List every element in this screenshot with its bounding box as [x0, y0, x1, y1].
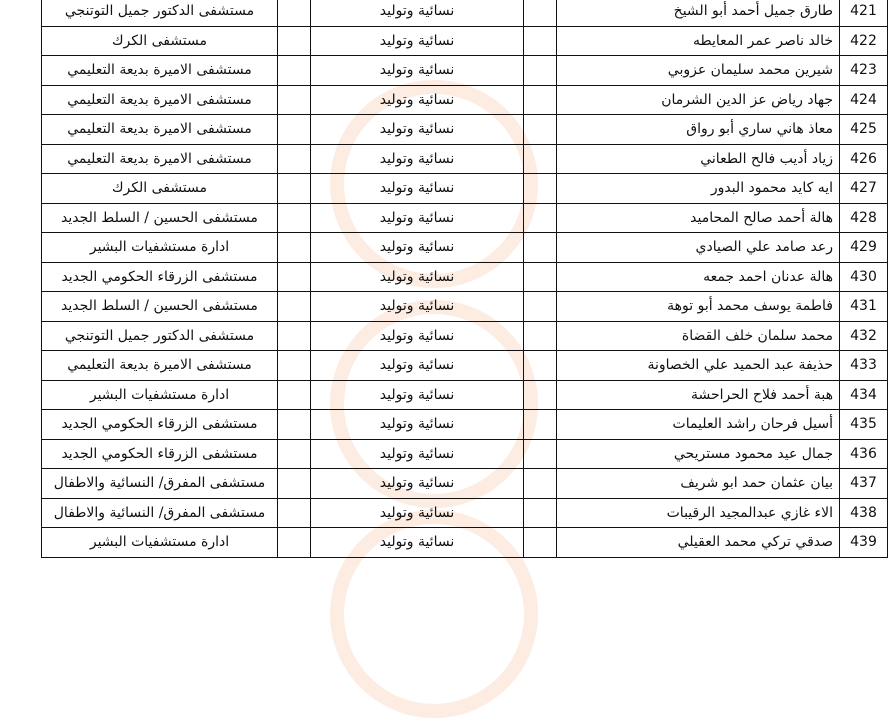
doctor-name: حذيفة عبد الحميد علي الخصاونة — [557, 351, 840, 381]
column-gap — [278, 498, 311, 528]
row-number: 427 — [840, 174, 888, 204]
column-gap — [524, 292, 557, 322]
column-gap — [524, 410, 557, 440]
column-gap — [524, 528, 557, 558]
column-gap — [524, 498, 557, 528]
table-row — [42, 56, 888, 86]
row-number: 434 — [840, 380, 888, 410]
doctor-name: الاء غازي عبدالمجيد الرقيبات — [557, 498, 840, 528]
column-gap — [278, 85, 311, 115]
specialty: نسائية وتوليد — [311, 380, 524, 410]
doctor-name: طارق جميل أحمد أبو الشيخ — [557, 0, 840, 26]
doctor-name: زياد أديب فالح الطعاني — [557, 144, 840, 174]
column-gap — [278, 233, 311, 263]
table-row — [42, 528, 888, 558]
table-row — [42, 262, 888, 292]
doctor-name: هبة أحمد فلاح الحراحشة — [557, 380, 840, 410]
column-gap — [524, 85, 557, 115]
table-row — [42, 115, 888, 145]
doctor-name: فاطمة يوسف محمد أبو توهة — [557, 292, 840, 322]
hospital: مستشفى الكرك — [42, 26, 278, 56]
doctor-name: صدقي تركي محمد العقيلي — [557, 528, 840, 558]
row-number: 435 — [840, 410, 888, 440]
doctor-name: معاذ هاني ساري أبو رواق — [557, 115, 840, 145]
row-number: 432 — [840, 321, 888, 351]
row-number: 422 — [840, 26, 888, 56]
doctor-name: هالة أحمد صالح المحاميد — [557, 203, 840, 233]
doctor-name: بيان عثمان حمد ابو شريف — [557, 469, 840, 499]
table-row — [42, 174, 888, 204]
column-gap — [524, 321, 557, 351]
table-row — [42, 0, 888, 26]
specialty: نسائية وتوليد — [311, 321, 524, 351]
specialty: نسائية وتوليد — [311, 439, 524, 469]
doctor-name: رعد صامد علي الصيادي — [557, 233, 840, 263]
hospital: ادارة مستشفيات البشير — [42, 380, 278, 410]
hospital: مستشفى الزرقاء الحكومي الجديد — [42, 439, 278, 469]
column-gap — [524, 233, 557, 263]
column-gap — [278, 469, 311, 499]
table-row — [42, 26, 888, 56]
doctor-name: خالد ناصر عمر المعايطه — [557, 26, 840, 56]
doctor-name: شيرين محمد سليمان عزوبي — [557, 56, 840, 86]
column-gap — [278, 115, 311, 145]
doctor-name: ايه كايد محمود البدور — [557, 174, 840, 204]
row-number: 424 — [840, 85, 888, 115]
specialty: نسائية وتوليد — [311, 262, 524, 292]
specialty: نسائية وتوليد — [311, 26, 524, 56]
doctor-name: جمال عيد محمود مستريحي — [557, 439, 840, 469]
row-number: 430 — [840, 262, 888, 292]
hospital: مستشفى الزرقاء الحكومي الجديد — [42, 262, 278, 292]
column-gap — [278, 0, 311, 26]
table-row — [42, 469, 888, 499]
column-gap — [524, 203, 557, 233]
column-gap — [524, 144, 557, 174]
table-row — [42, 233, 888, 263]
hospital: مستشفى الاميرة بديعة التعليمي — [42, 351, 278, 381]
specialty: نسائية وتوليد — [311, 115, 524, 145]
table-row — [42, 321, 888, 351]
table-row — [42, 144, 888, 174]
column-gap — [278, 410, 311, 440]
roster-table — [41, 0, 888, 558]
column-gap — [278, 203, 311, 233]
row-number: 436 — [840, 439, 888, 469]
specialty: نسائية وتوليد — [311, 498, 524, 528]
column-gap — [278, 174, 311, 204]
table-row — [42, 203, 888, 233]
hospital: مستشفى الزرقاء الحكومي الجديد — [42, 410, 278, 440]
column-gap — [278, 56, 311, 86]
row-number: 429 — [840, 233, 888, 263]
row-number: 437 — [840, 469, 888, 499]
table-row — [42, 351, 888, 381]
column-gap — [278, 528, 311, 558]
specialty: نسائية وتوليد — [311, 85, 524, 115]
doctor-name: هالة عدنان احمد جمعه — [557, 262, 840, 292]
doctor-name: أسيل فرحان راشد العليمات — [557, 410, 840, 440]
row-number: 426 — [840, 144, 888, 174]
table-row — [42, 292, 888, 322]
column-gap — [278, 380, 311, 410]
row-number: 428 — [840, 203, 888, 233]
hospital: مستشفى الاميرة بديعة التعليمي — [42, 144, 278, 174]
specialty: نسائية وتوليد — [311, 410, 524, 440]
column-gap — [278, 26, 311, 56]
specialty: نسائية وتوليد — [311, 469, 524, 499]
hospital: ادارة مستشفيات البشير — [42, 528, 278, 558]
doctor-name: جهاد رياض عز الدين الشرمان — [557, 85, 840, 115]
row-number: 439 — [840, 528, 888, 558]
specialty: نسائية وتوليد — [311, 233, 524, 263]
hospital: مستشفى الاميرة بديعة التعليمي — [42, 115, 278, 145]
hospital: مستشفى الاميرة بديعة التعليمي — [42, 56, 278, 86]
column-gap — [524, 469, 557, 499]
column-gap — [278, 351, 311, 381]
table-row — [42, 498, 888, 528]
table-row — [42, 439, 888, 469]
column-gap — [524, 439, 557, 469]
column-gap — [278, 262, 311, 292]
specialty: نسائية وتوليد — [311, 203, 524, 233]
column-gap — [524, 380, 557, 410]
table-row — [42, 85, 888, 115]
row-number: 425 — [840, 115, 888, 145]
row-number: 421 — [840, 0, 888, 26]
hospital: مستشفى الكرك — [42, 174, 278, 204]
hospital: مستشفى الاميرة بديعة التعليمي — [42, 85, 278, 115]
row-number: 431 — [840, 292, 888, 322]
specialty: نسائية وتوليد — [311, 528, 524, 558]
specialty: نسائية وتوليد — [311, 174, 524, 204]
roster-body — [42, 0, 888, 557]
column-gap — [278, 292, 311, 322]
specialty: نسائية وتوليد — [311, 144, 524, 174]
column-gap — [278, 321, 311, 351]
hospital: مستشفى المفرق/ النسائية والاطفال — [42, 498, 278, 528]
specialty: نسائية وتوليد — [311, 292, 524, 322]
column-gap — [278, 439, 311, 469]
column-gap — [524, 262, 557, 292]
table-row — [42, 410, 888, 440]
specialty: نسائية وتوليد — [311, 0, 524, 26]
specialty: نسائية وتوليد — [311, 56, 524, 86]
hospital: مستشفى الدكتور جميل التوتنجي — [42, 0, 278, 26]
column-gap — [278, 144, 311, 174]
table-row — [42, 380, 888, 410]
row-number: 438 — [840, 498, 888, 528]
doctor-name: محمد سلمان خلف القضاة — [557, 321, 840, 351]
column-gap — [524, 351, 557, 381]
hospital: مستشفى المفرق/ النسائية والاطفال — [42, 469, 278, 499]
column-gap — [524, 0, 557, 26]
column-gap — [524, 115, 557, 145]
hospital: مستشفى الحسين / السلط الجديد — [42, 292, 278, 322]
hospital: مستشفى الدكتور جميل التوتنجي — [42, 321, 278, 351]
row-number: 433 — [840, 351, 888, 381]
specialty: نسائية وتوليد — [311, 351, 524, 381]
hospital: ادارة مستشفيات البشير — [42, 233, 278, 263]
column-gap — [524, 56, 557, 86]
hospital: مستشفى الحسين / السلط الجديد — [42, 203, 278, 233]
column-gap — [524, 26, 557, 56]
row-number: 423 — [840, 56, 888, 86]
column-gap — [524, 174, 557, 204]
